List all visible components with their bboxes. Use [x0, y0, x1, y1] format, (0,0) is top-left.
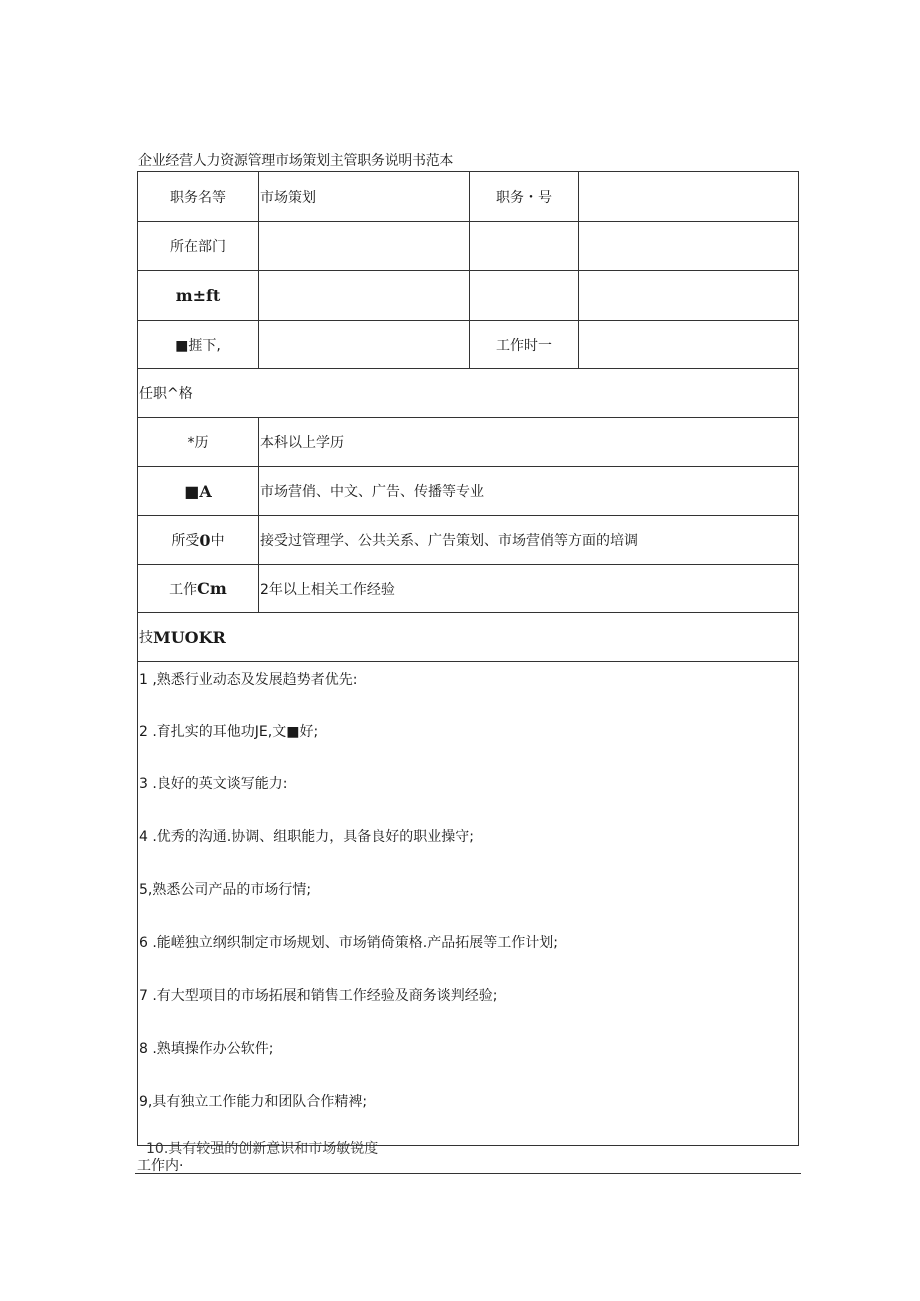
- training-value: 接受过管理学、公共关系、广告策划、市场营俏等方面的培调: [260, 533, 638, 549]
- department-label: 所在部门: [138, 222, 259, 270]
- experience-label: [138, 565, 259, 612]
- row4-value: [259, 321, 470, 368]
- skill-item: 7 .有大型项目的市场拓展和销售工作经验及商务谈判经验;: [139, 988, 498, 1004]
- blank-label-cell: [470, 271, 579, 320]
- skill-item: 8 .熟填操作办公软件;: [139, 1041, 274, 1057]
- table-row: [138, 516, 798, 565]
- major-value: 市场营俏、中文、广告、传播等专业: [258, 467, 798, 515]
- work-time-label: 工作时一: [470, 321, 579, 368]
- skills-list: [138, 662, 798, 1145]
- skill-item: 1 ,熟悉行业动态及发展趋势者优先:: [139, 672, 358, 688]
- cut-off-skill-item: [146, 1134, 386, 1157]
- skills-section-label: [138, 613, 798, 661]
- experience-label-part: Cm: [197, 579, 227, 598]
- blank-value-cell: [579, 222, 798, 270]
- major-label: ■A: [138, 467, 259, 515]
- skill-item: 9,具有独立工作能力和团队合作精裨;: [139, 1094, 368, 1110]
- education-label: *历: [138, 418, 259, 466]
- blank-value-cell: [579, 271, 798, 320]
- job-description-table: [137, 171, 799, 1157]
- department-value: [259, 222, 470, 270]
- job-name-label: 职务名等: [138, 172, 259, 221]
- skills-label-part: 技: [139, 630, 153, 646]
- experience-label-part: 工作: [169, 581, 198, 598]
- training-label-part: 所受: [171, 533, 200, 549]
- work-time-value: [579, 321, 798, 368]
- skills-label-part: MUOKR: [153, 627, 226, 647]
- training-label-part: 中: [210, 533, 225, 549]
- row4-label: ■捱下,: [138, 321, 259, 368]
- table-row: [138, 222, 798, 271]
- table-row: [138, 321, 798, 369]
- table-row: [138, 172, 798, 222]
- qualifications-section-label: 任职^格: [139, 386, 193, 402]
- skill-item: 6 .能嵯独立纲织制定市场规划、市场销倚策格.产品拓展等工作计划;: [139, 935, 558, 951]
- education-value: 本科以上学历: [260, 435, 344, 451]
- skill-item: 3 .良好的英文谈写能力:: [139, 776, 288, 792]
- table-row: [138, 271, 798, 321]
- table-row: [138, 467, 798, 516]
- table-row: [138, 418, 798, 467]
- table-row: [138, 565, 798, 613]
- training-label-part: 0: [199, 530, 211, 550]
- row3-value: [259, 271, 470, 320]
- job-number-label: 职务・号: [470, 172, 579, 221]
- skills-section-row: [138, 613, 798, 662]
- divider: [135, 1173, 801, 1174]
- skill-item: 2 .育扎实的耳他功JE,文■好;: [139, 724, 319, 740]
- training-label: [138, 516, 259, 564]
- work-content-label: 工作内·: [137, 1158, 184, 1174]
- document-title: 企业经营人力资源管理市场策划主管职务说明书范本: [138, 153, 454, 169]
- qualifications-section-row: [138, 369, 798, 418]
- job-name-value: 市场策划: [259, 172, 470, 221]
- row3-label: m±ft: [138, 271, 259, 320]
- job-number-value: [579, 172, 798, 221]
- cut-off-skill-text: 10.具有较强的创新意识和市场敏锐度: [146, 1141, 379, 1157]
- experience-value: 2年以上相关工作经验: [260, 581, 395, 598]
- skill-item: 4 .优秀的沟通.协调、组职能力，具备良好的职业操守;: [139, 829, 474, 845]
- blank-label-cell: [470, 222, 579, 270]
- skill-item: 5,熟悉公司产品的市场行情;: [139, 882, 312, 898]
